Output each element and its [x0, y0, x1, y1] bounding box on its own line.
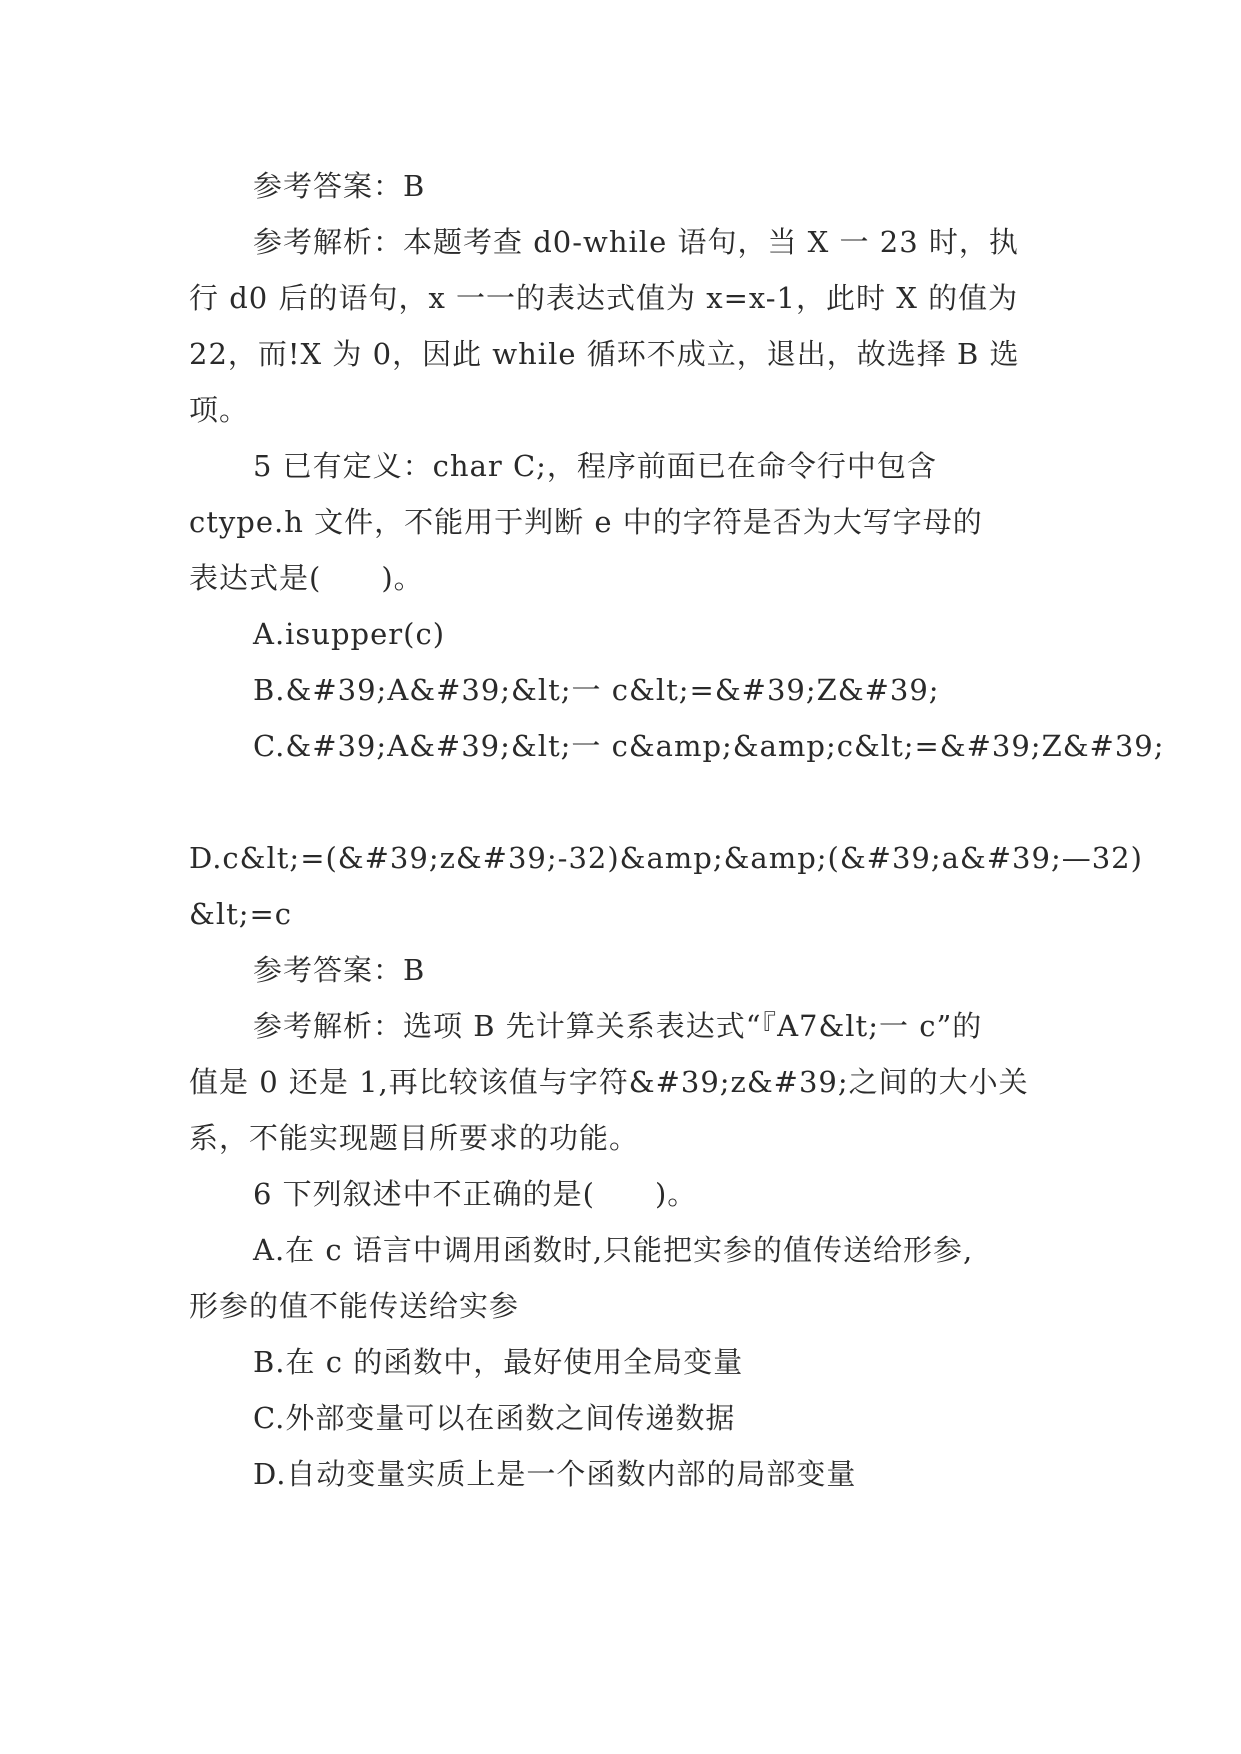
- explanation-1-line-3: 22，而!X 为 0，因此 while 循环不成立，退出，故选择 B 选: [189, 337, 1020, 371]
- question-5-option-c: C.&#39;A&#39;&lt;一 c&amp;&amp;c&lt;=&#39;Z&#39;: [253, 729, 1165, 763]
- question-6-option-a-cont: 形参的值不能传送给实参: [189, 1289, 520, 1323]
- question-5-option-d-cont: &lt;=c: [189, 897, 293, 931]
- question-5-line-3: 表达式是( )。: [189, 561, 424, 595]
- question-5-line-2: ctype.h 文件，不能用于判断 e 中的字符是否为大写字母的: [189, 505, 983, 539]
- question-5-option-d: D.c&lt;=(&#39;z&#39;-32)&amp;&amp;(&#39;a&#39;—32): [189, 841, 1143, 875]
- explanation-2-line-1: 参考解析：选项 B 先计算关系表达式“『A7&lt;一 c”的: [253, 1009, 983, 1043]
- explanation-1-line-1: 参考解析：本题考查 d0-while 语句，当 X 一 23 时，执: [253, 225, 1019, 259]
- question-6-stem: 6 下列叙述中不正确的是( )。: [253, 1177, 698, 1211]
- explanation-1-line-2: 行 d0 后的语句，x 一一的表达式值为 x=x-1，此时 X 的值为: [189, 281, 1019, 315]
- question-5-option-a: A.isupper(c): [253, 617, 446, 651]
- question-6-option-c: C.外部变量可以在函数之间传递数据: [253, 1401, 736, 1435]
- answer-label-1: 参考答案：B: [253, 169, 426, 203]
- explanation-1-line-4: 项。: [189, 393, 250, 427]
- answer-label-2: 参考答案：B: [253, 953, 426, 987]
- explanation-2-line-2: 值是 0 还是 1,再比较该值与字符&#39;z&#39;之间的大小关: [189, 1065, 1029, 1099]
- question-6-option-d: D.自动变量实质上是一个函数内部的局部变量: [253, 1457, 857, 1491]
- question-5-line-1: 5 已有定义：char C;，程序前面已在命令行中包含: [253, 449, 937, 483]
- explanation-2-line-3: 系，不能实现题目所要求的功能。: [189, 1121, 640, 1155]
- question-5-option-b: B.&#39;A&#39;&lt;一 c&lt;=&#39;Z&#39;: [253, 673, 940, 707]
- question-6-option-b: B.在 c 的函数中，最好使用全局变量: [253, 1345, 744, 1379]
- question-6-option-a: A.在 c 语言中调用函数时,只能把实参的值传送给形参,: [253, 1233, 974, 1267]
